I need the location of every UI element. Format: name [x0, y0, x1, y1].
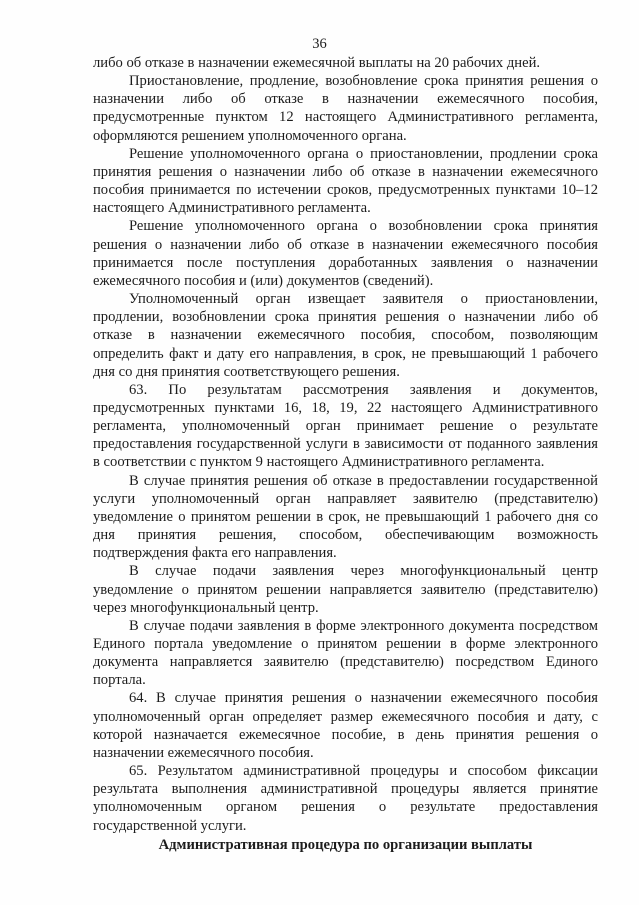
- paragraph: Решение уполномоченного органа о приостановлении, продлении срока принятия решения о назначении либо об отказе в назначении ежемесячного пособия принимается по истечении сроков, предусмотренных пунктами 10–12 настоящего Административного регламента.: [93, 145, 598, 217]
- paragraph: Приостановление, продление, возобновление срока принятия решения о назначении либо об отказе в назначении ежемесячного пособия, предусмотренные пунктом 12 настоящего Административного регламента, оформляются решением уполномоченного органа.: [93, 73, 598, 144]
- section-heading: Административная процедура по организации выплаты: [158, 837, 533, 853]
- page-number: 36: [312, 36, 327, 52]
- paragraph: Решение уполномоченного органа о возобновлении срока принятия решения о назначении либо об отказе в назначении ежемесячного пособия принимается после поступления доработанных заявления о назначении ежемесячного пособия и (или) документов (сведений).: [93, 218, 598, 289]
- paragraph-continuation: либо об отказе в назначении ежемесячной выплаты на 20 рабочих дней.: [93, 55, 541, 71]
- paragraph-clause-64: 64. В случае принятия решения о назначении ежемесячного пособия уполномоченный орган определяет размер ежемесячного пособия и дату, с которой назначается ежемесячное пособие, в день принятия решения о назначении ежемесячного пособия.: [93, 690, 598, 761]
- paragraph: Уполномоченный орган извещает заявителя о приостановлении, продлении, возобновлении срока принятия решения о назначении либо об отказе в назначении ежемесячного пособия, способом, позволяющим определить факт и дату его направления, в срок, не превышающий 1 рабочего дня со дня принятия соответствующего решения.: [93, 291, 598, 380]
- paragraph: В случае подачи заявления через многофункциональный центр уведомление о принятом решении направляется заявителю (представителю) через многофункциональный центр.: [93, 563, 598, 616]
- paragraph: В случае принятия решения об отказе в предоставлении государственной услуги уполномоченный орган направляет заявителю (представителю) уведомление о принятом решении в срок, не превышающий 1 рабочего дня со дня принятия решения, способом, обеспечивающим возможность подтверждения факта его направления.: [93, 472, 598, 562]
- paragraph-clause-65: 65. Результатом административной процедуры и способом фиксации результата выполнения административной процедуры является принятие уполномоченным органом решения о результате предоставления государственной услуги.: [93, 763, 598, 834]
- paragraph: В случае подачи заявления в форме электронного документа посредством Единого портала уведомление о принятом решении в форме электронного документа направляется заявителю (представителю) посредством Единого портала.: [93, 617, 598, 689]
- paragraph-clause-63: 63. По результатам рассмотрения заявления и документов, предусмотренных пунктами 16, 18, 19, 22 настоящего Административного регламента, уполномоченный орган принимает решение о результате предоставления государственной услуги в зависимости от поданного заявления в соответствии с пунктом 9 настоящего Административного регламента.: [93, 381, 598, 471]
- document-body: [93, 54, 598, 835]
